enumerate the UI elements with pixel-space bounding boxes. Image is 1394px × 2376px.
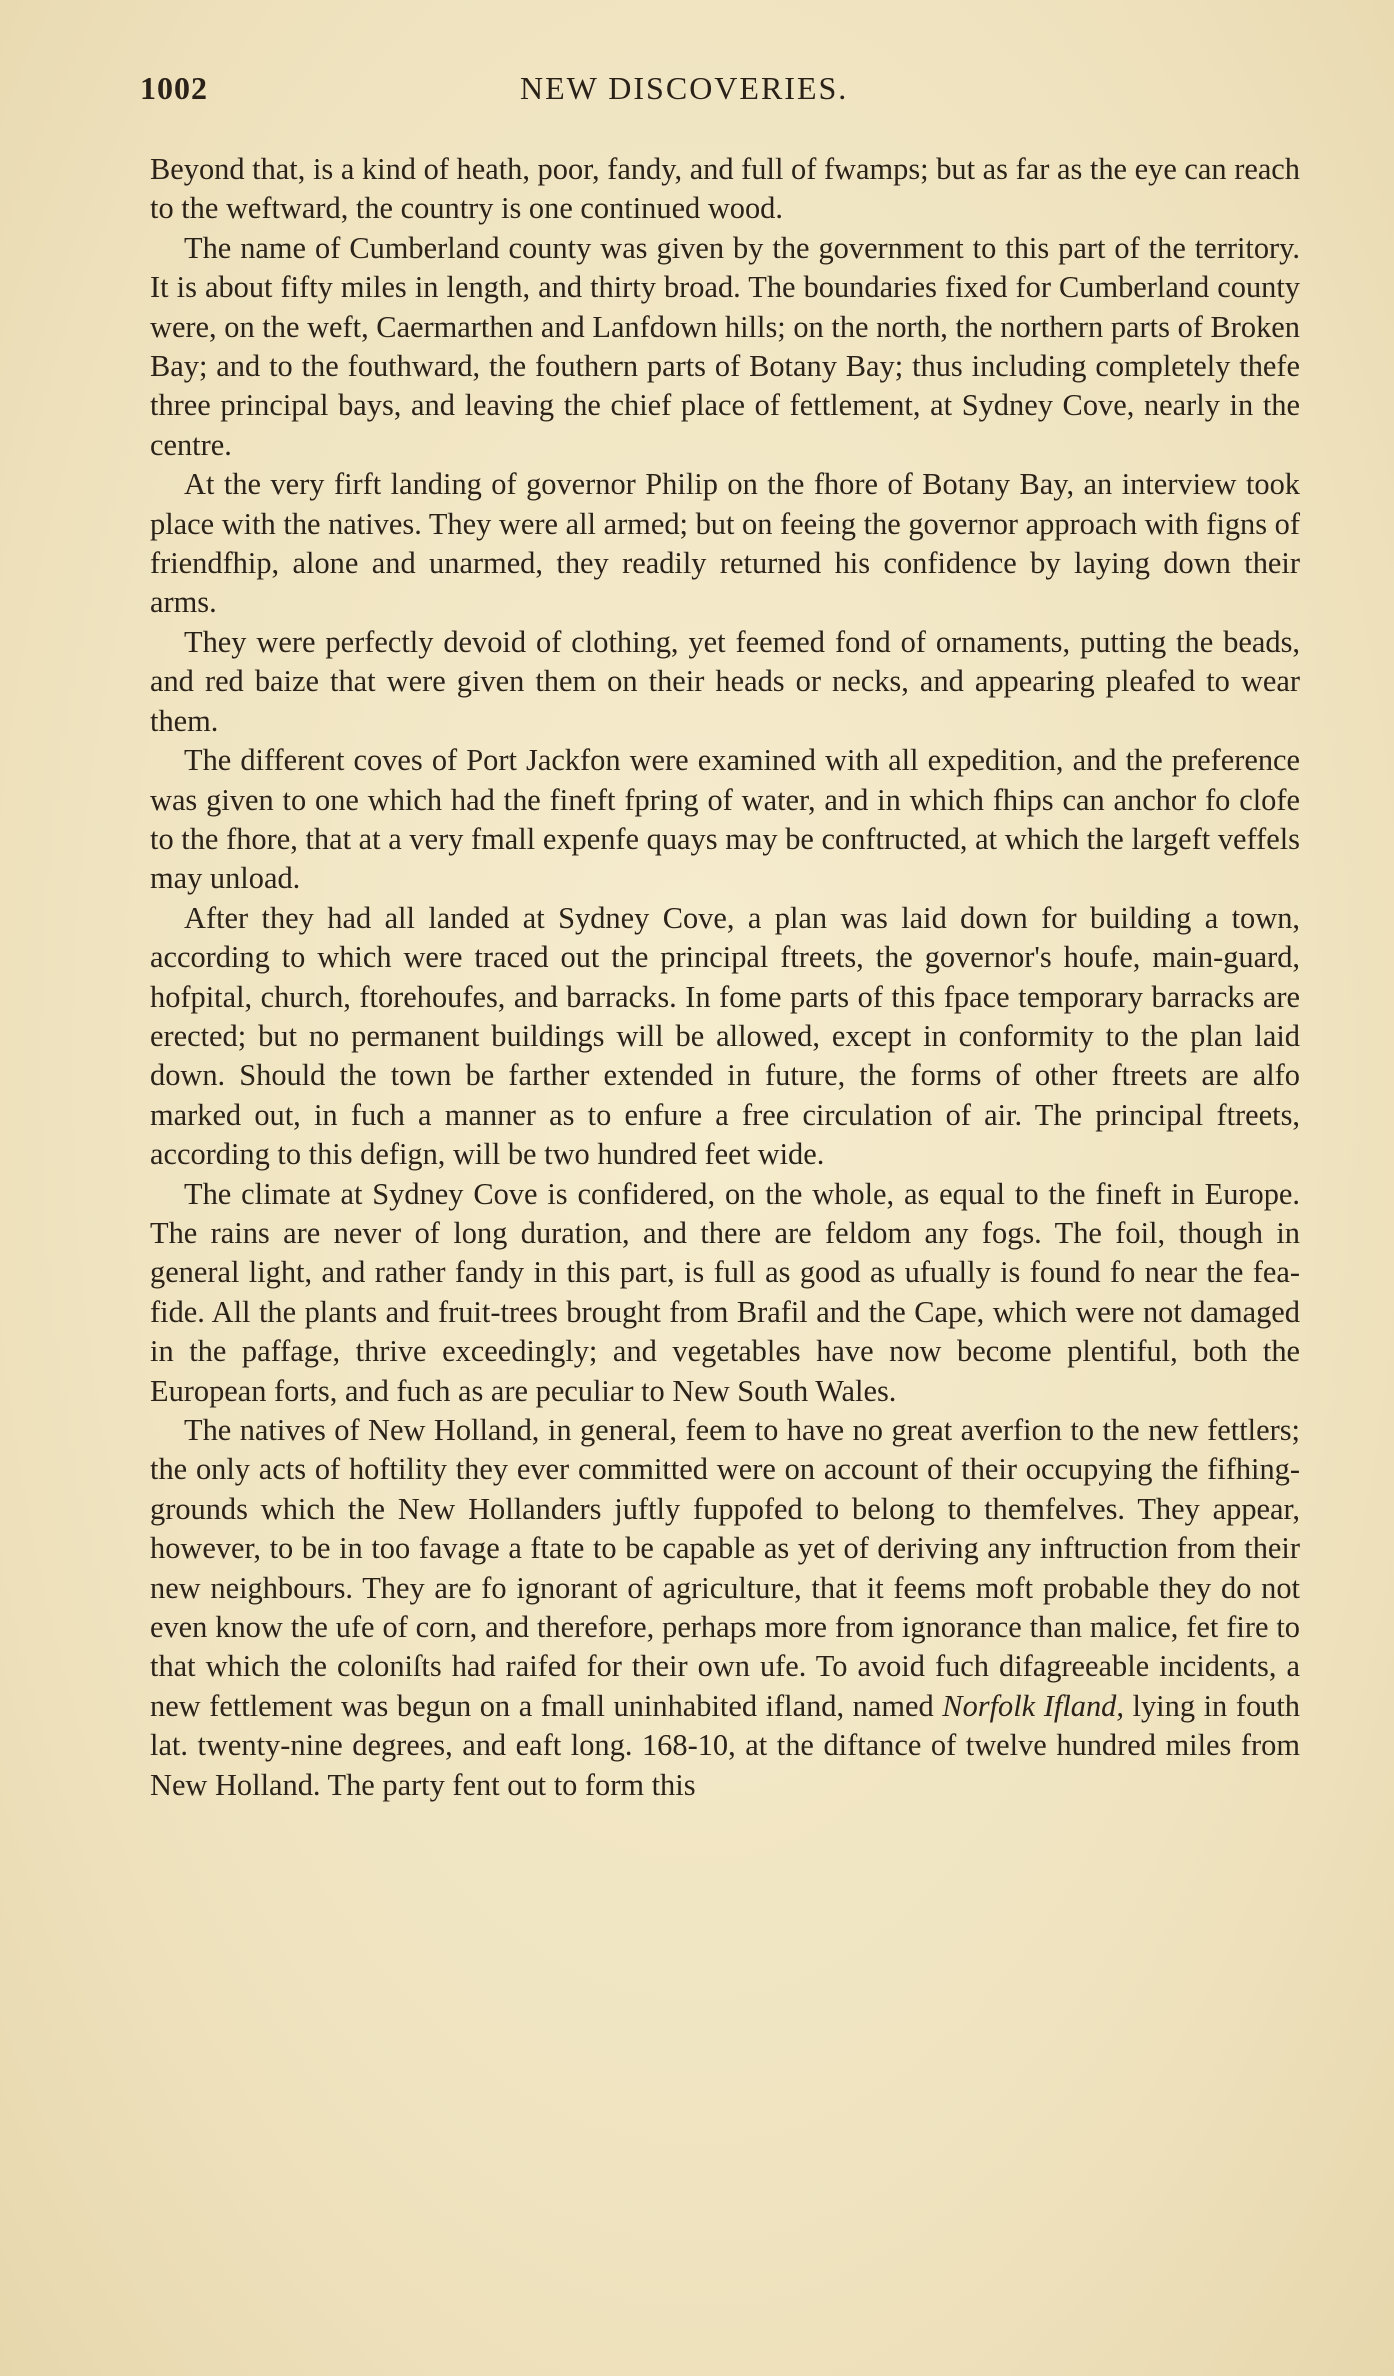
paragraph-text: lying in fouth lat. twenty-nine degrees, and eaft long. 168-10, at the diftance of twelve hundred miles from New Holland. The party fent out to form this <box>150 1688 1300 1802</box>
paragraph: The climate at Sydney Cove is confidered, on the whole, as equal to the fineft in Europe. The rains are never of long duration, and there are feldom any fogs. The foil, though in general light, and rather fandy in this part, is full as good as ufually is found fo near the fea-fide. All the plants and fruit-trees brought from Brafil and the Cape, which were not damaged in the paffage, thrive exceedingly; and vegetables have now become plentiful, both the European forts, and fuch as are peculiar to New South Wales. <box>150 1176 1300 1408</box>
running-head: NEW DISCOVERIES. <box>520 70 849 106</box>
italic-place-name: Norfolk Ifland, <box>942 1688 1124 1723</box>
body-text <box>150 150 1300 1805</box>
page-number: 1002 <box>140 70 208 106</box>
page-header <box>140 70 1300 120</box>
paragraph: The different coves of Port Jackfon were examined with all expedition, and the preference was given to one which had the fineft fpring of water, and in which fhips can anchor fo clofe to the fhore, that at a very fmall expenfe quays may be conftructed, at which the largeft veffels may unload. <box>150 743 1300 896</box>
paragraph: The name of Cumberland county was given by the government to this part of the territory. It is about fifty miles in length, and thirty broad. The boundaries fixed for Cumberland county were, on the weft, Caermarthen and Lanfdown hills; on the north, the northern parts of Broken Bay; and to the fouthward, the fouthern parts of Botany Bay; thus including completely thefe three principal bays, and leaving the chief place of fettlement, at Sydney Cove, nearly in the centre. <box>150 230 1300 462</box>
paragraph: They were perfectly devoid of clothing, yet feemed fond of ornaments, putting the beads, and red baize that were given them on their heads or necks, and appearing pleafed to wear them. <box>150 624 1300 738</box>
paragraph-text: The natives of New Holland, in general, feem to have no great averfion to the new fettlers; the only acts of hoftility they ever committed were on account of their occupying the fifhing-grounds which the New Hollanders juftly fuppofed to belong to themfelves. They appear, however, to be in too favage a ftate to be capable as yet of deriving any inftruction from their new neighbours. They are fo ignorant of agriculture, that it feems moft probable they do not even know the ufe of corn, and therefore, perhaps more from ignorance than malice, fet fire to that which the coloniſts had raifed for their own ufe. To avoid fuch difagreeable incidents, a new fettlement was begun on a fmall uninhabited ifland, named <box>150 1413 1300 1723</box>
paragraph: At the very firft landing of governor Philip on the fhore of Botany Bay, an interview took place with the natives. They were all armed; but on feeing the governor approach with figns of friendfhip, alone and unarmed, they readily returned his confidence by laying down their arms. <box>150 467 1300 620</box>
paragraph: Beyond that, is a kind of heath, poor, fandy, and full of fwamps; but as far as the eye can reach to the weftward, the country is one continued wood. <box>150 152 1300 226</box>
paragraph: After they had all landed at Sydney Cove, a plan was laid down for building a town, according to which were traced out the principal ftreets, the governor's houfe, main-guard, hofpital, church, ftorehoufes, and barracks. In fome parts of this fpace temporary barracks are erected; but no permanent buildings will be allowed, except in conformity to the plan laid down. Should the town be farther extended in future, the forms of other ftreets are alfo marked out, in fuch a manner as to enfure a free circulation of air. The principal ftreets, according to this defign, will be two hundred feet wide. <box>150 900 1300 1172</box>
paragraph <box>150 1411 1300 1805</box>
